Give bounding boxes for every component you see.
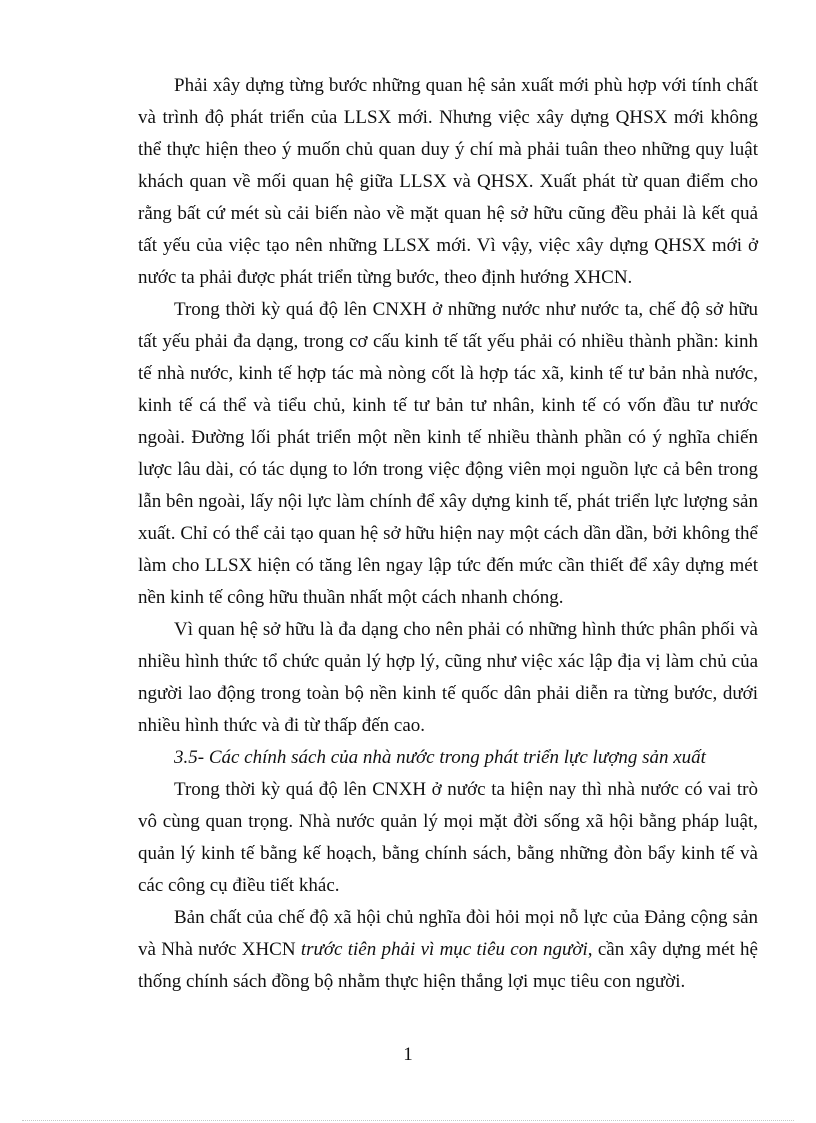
paragraph-ownership-forms: Vì quan hệ sở hữu là đa dạng cho nên phải có những hình thức phân phối và nhiều hình thức tổ chức quản lý hợp lý, cũng như việc xác lập địa vị làm chủ của người lao động trong toàn bộ nền kinh tế quốc dân phải diễn ra từng bước, dưới nhiều hình thức và đi từ thấp đến cao. bbox=[138, 619, 758, 736]
page-number: 1 bbox=[403, 1044, 413, 1065]
paragraph-multi-sector-economy: Trong thời kỳ quá độ lên CNXH ở những nước như nước ta, chế độ sở hữu tất yếu phải đa dạng, trong cơ cấu kinh tế tất yếu phải có nhiều thành phần: kinh tế nhà nước, kinh tế hợp tác mà nòng cốt là hợp tác xã, kinh tế tư bản nhà nước, kinh tế cá thể và tiểu chủ, kinh tế tư bản tư nhân, kinh tế có vốn đầu tư nước ngoài. Đường lối phát triển một nền kinh tế nhiều thành phần có ý nghĩa chiến lược lâu dài, có tác dụng to lớn trong việc động viên mọi nguồn lực cả bên trong lẫn bên ngoài, lấy nội lực làm chính để xây dựng kinh tế, phát triển lực lượng sản xuất. Chỉ có thể cải tạo quan hệ sở hữu hiện nay một cách dần dần, bởi không thể làm cho LLSX hiện có tăng lên ngay lập tức đến mức cần thiết để xây dựng mét nền kinh tế công hữu thuần nhất một cách nhanh chóng. bbox=[138, 299, 758, 608]
paragraph-state-role: Trong thời kỳ quá độ lên CNXH ở nước ta hiện nay thì nhà nước có vai trò vô cùng quan trọng. Nhà nước quản lý mọi mặt đời sống xã hội bằng pháp luật, quản lý kinh tế bằng kế hoạch, bằng chính sách, bằng những đòn bẩy kinh tế và các công cụ điều tiết khác. bbox=[138, 779, 758, 896]
paragraph-text-start: Bản chất của chế độ xã hội chủ nghĩa đòi hỏi mọi nỗ lực của Đảng cộng sản và Nhà nước XHCN bbox=[138, 907, 758, 960]
document-body bbox=[138, 70, 758, 998]
emphasized-text: trước tiên phải vì mục tiêu con người bbox=[300, 939, 588, 960]
page-bottom-divider bbox=[22, 1120, 794, 1121]
paragraph-relations-of-production: Phải xây dựng từng bước những quan hệ sản xuất mới phù hợp với tính chất và trình độ phát triển của LLSX mới. Nhưng việc xây dựng QHSX mới không thể thực hiện theo ý muốn chủ quan duy ý chí mà phải tuân theo những quy luật khách quan về mối quan hệ giữa LLSX và QHSX. Xuất phát từ quan điểm cho rằng bất cứ mét sù cải biến nào về mặt quan hệ sở hữu cũng đều phải là kết quả tất yếu của việc tạo nên những LLSX mới. Vì vậy, việc xây dựng QHSX mới ở nước ta phải được phát triển từng bước, theo định hướng XHCN. bbox=[138, 75, 758, 288]
paragraph-socialist-nature bbox=[138, 902, 758, 998]
paragraph-text-end: , cần xây dựng mét hệ thống chính sách đồng bộ nhằm thực hiện thắng lợi mục tiêu con người. bbox=[138, 939, 758, 992]
section-heading: 3.5- Các chính sách của nhà nước trong phát triển lực lượng sản xuất bbox=[174, 747, 706, 768]
